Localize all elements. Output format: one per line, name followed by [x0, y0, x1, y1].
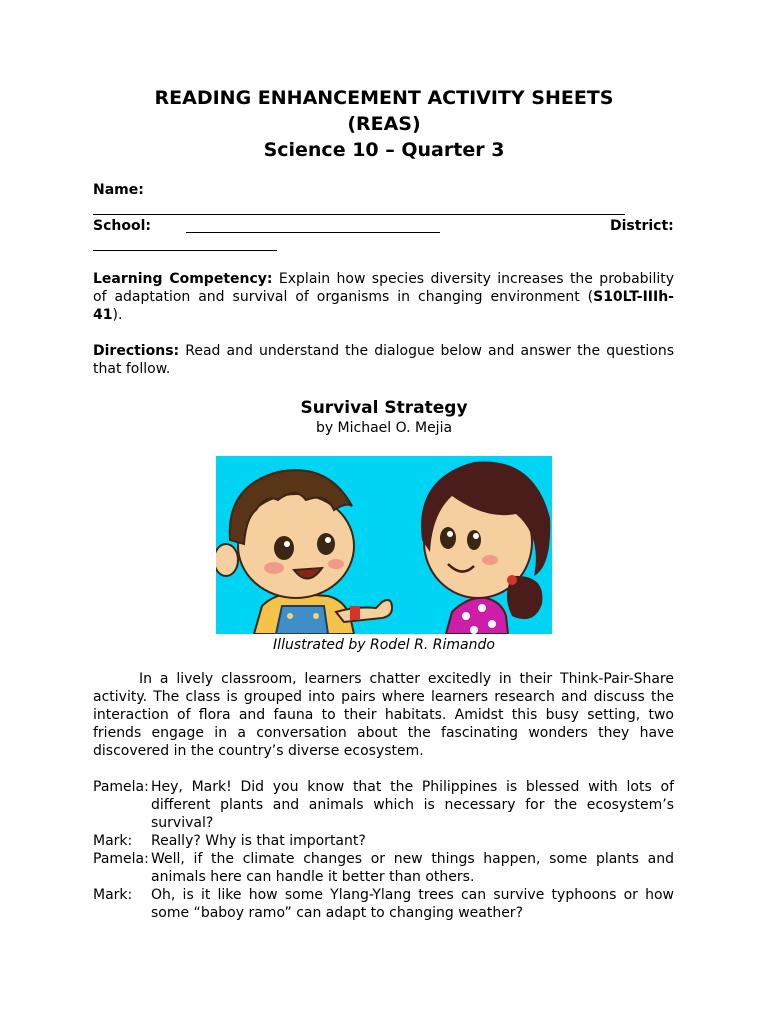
competency-label: Learning Competency: — [93, 271, 273, 287]
kids-illustration — [216, 456, 552, 634]
intro-line-1: In a lively classroom, learners chatter excitedly in their Think-Pair-Share — [139, 671, 674, 687]
story-title: Survival Strategy — [300, 398, 468, 418]
name-label: Name: — [93, 182, 144, 198]
competency-line-3 — [93, 306, 122, 324]
dialogue-line: Hey, Mark! Did you know that the Philippines is blessed with lots of — [151, 779, 674, 795]
story-author: by Michael O. Mejia — [315, 420, 453, 436]
competency-text-2: of adaptation and survival of organisms in changing environment ( — [93, 289, 594, 305]
dialogue-line: different plants and animals which is necessary for the ecosystem’s — [151, 797, 674, 813]
dialogue-line: animals here can handle it better than others. — [151, 869, 475, 885]
competency-code-1: S10LT-IIIh- — [593, 289, 674, 305]
dialogue-speaker: Mark: — [93, 833, 133, 849]
sheet-subject: Science 10 – Quarter 3 — [263, 139, 505, 161]
intro-line-4: friends engage in a conversation about the fascinating wonders they have — [93, 725, 674, 741]
intro-line-5: discovered in the country’s diverse ecosystem. — [93, 743, 424, 759]
dialogue-speaker: Mark: — [93, 887, 133, 903]
directions-text: Read and understand the dialogue below and answer the questions — [185, 343, 675, 359]
dialogue-line: Oh, is it like how some Ylang-Ylang trees can survive typhoons or how — [151, 887, 674, 903]
dialogue-line: Well, if the climate changes or new things happen, some plants and — [151, 851, 674, 867]
intro-line-2: activity. The class is grouped into pairs where learners research and discuss the — [93, 689, 674, 705]
name-field[interactable] — [93, 214, 625, 215]
directions-label: Directions: — [93, 343, 180, 359]
dialogue-speaker: Pamela: — [93, 779, 149, 795]
school-field[interactable] — [186, 232, 440, 233]
story-illustration — [216, 456, 552, 634]
competency-line-1 — [93, 270, 674, 288]
competency-text-1: Explain how species diversity increases the probability — [278, 271, 674, 287]
sheet-subtitle: (REAS) — [347, 113, 421, 135]
school-label: School: — [93, 218, 151, 234]
competency-end: ). — [112, 307, 123, 323]
sheet-title: READING ENHANCEMENT ACTIVITY SHEETS — [154, 87, 614, 109]
dialogue-line: some “baboy ramo” can adapt to changing weather? — [151, 905, 523, 921]
dialogue-line: Really? Why is that important? — [151, 833, 366, 849]
competency-line-2 — [93, 288, 674, 306]
dialogue-line: survival? — [151, 815, 214, 831]
directions-line-1 — [93, 342, 674, 360]
illustration-caption: Illustrated by Rodel R. Rimando — [273, 637, 495, 653]
district-field[interactable] — [93, 250, 277, 251]
dialogue-speaker: Pamela: — [93, 851, 149, 867]
competency-code-2: 41 — [93, 307, 113, 323]
directions-line-2: that follow. — [93, 361, 171, 377]
intro-line-3: interaction of flora and fauna to their habitats. Amidst this busy setting, two — [93, 707, 674, 723]
district-label: District: — [610, 218, 674, 234]
